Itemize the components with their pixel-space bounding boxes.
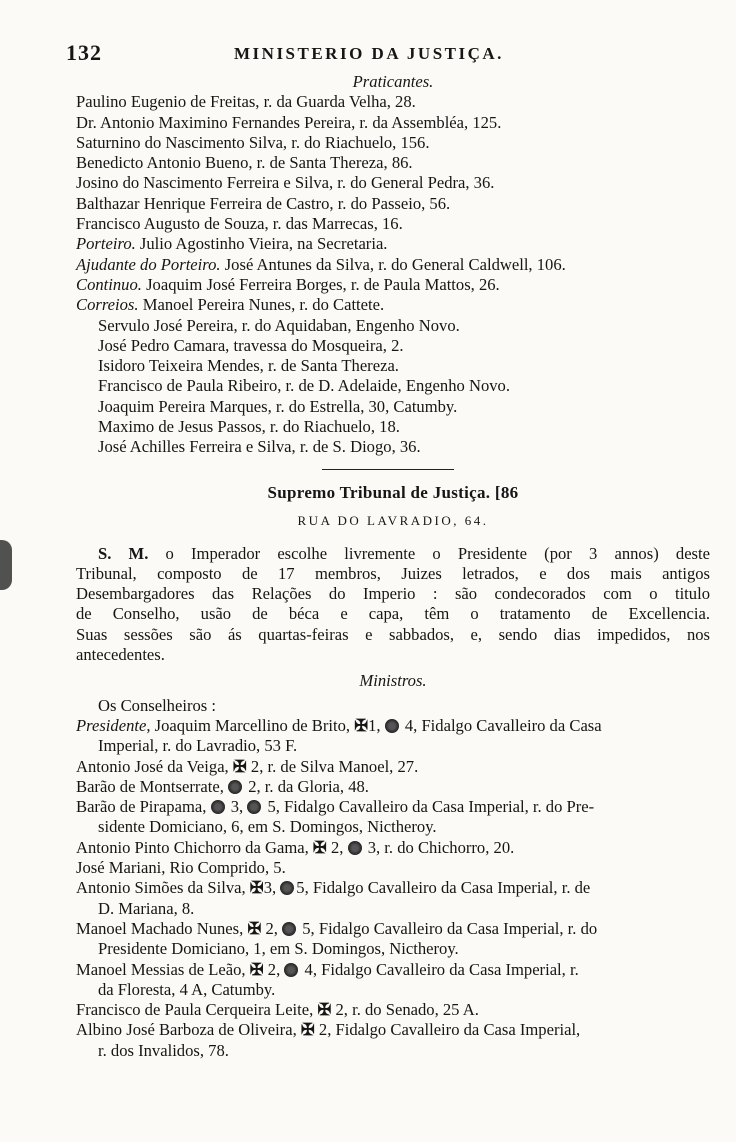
correios-line — [76, 295, 710, 315]
praticante-line: Francisco Augusto de Souza, r. das Marrecas, 16. — [76, 214, 403, 234]
continuo-line — [76, 275, 710, 295]
sm-abbrev: S. M. — [98, 543, 149, 563]
minister-text: 5, Fidalgo Cavalleiro da Casa Imperial, r. do — [298, 918, 598, 938]
ajudante-role: Ajudante do Porteiro. — [76, 254, 221, 274]
correio-line: José Pedro Camara, travessa do Mosqueira, 2. — [98, 335, 404, 355]
minister-text: 3, r. do Chichorro, 20. — [363, 837, 515, 857]
minister-entry — [76, 777, 710, 797]
porteiro-line — [76, 234, 710, 254]
medal-icon — [211, 800, 225, 814]
minister-text: Francisco de Paula Cerqueira Leite, — [76, 1000, 318, 1020]
correio-line: Servulo José Pereira, r. do Aquidaban, Engenho Novo. — [98, 315, 460, 335]
cross-icon: ✠ — [249, 878, 264, 898]
conselheiros-label: Os Conselheiros : — [98, 695, 216, 715]
minister-entry-cont: Imperial, r. do Lavradio, 53 F. — [98, 736, 298, 756]
minister-text: 2, — [326, 837, 348, 857]
continuo-text: Joaquim José Ferreira Borges, r. de Paula Mattos, 26. — [141, 274, 500, 294]
tribunal-paragraph-line: Tribunal, composto de 17 membros, Juizes letrados, e dos mais antigos — [76, 563, 710, 583]
presidente-role: Presidente, — [76, 715, 151, 735]
minister-text: 2, r. da Gloria, 48. — [244, 776, 369, 796]
cross-icon: ✠ — [249, 959, 264, 979]
minister-text: 2, — [263, 959, 285, 979]
medal-icon — [385, 719, 399, 733]
minister-text: Barão de Pirapama, — [76, 797, 211, 817]
cross-icon: ✠ — [312, 837, 327, 857]
minister-entry — [76, 757, 710, 777]
correio-line: Francisco de Paula Ribeiro, r. de D. Adelaide, Engenho Novo. — [98, 376, 510, 396]
minister-entry — [76, 716, 710, 736]
minister-entry-cont: da Floresta, 4 A, Catumby. — [98, 979, 276, 999]
praticante-line: Josino do Nascimento Ferreira e Silva, r. do General Pedra, 36. — [76, 173, 495, 193]
praticante-line: Balthazar Henrique Ferreira de Castro, r. do Passeio, 56. — [76, 193, 451, 213]
cross-icon: ✠ — [354, 715, 369, 735]
minister-text: Barão de Montserrate, — [76, 776, 229, 796]
minister-text: 1, — [368, 715, 385, 735]
tribunal-title: Supremo Tribunal de Justiça. [86 — [267, 483, 519, 502]
minister-entry — [76, 878, 710, 898]
praticante-line: Saturnino do Nascimento Silva, r. do Riachuelo, 156. — [76, 132, 430, 152]
tribunal-paragraph-line — [76, 544, 710, 564]
minister-text: 5, Fidalgo Cavalleiro da Casa Imperial, r. do Pre- — [263, 797, 595, 817]
minister-text: 2, r. do Senado, 25 A. — [331, 1000, 479, 1020]
medal-icon — [348, 841, 362, 855]
medal-icon — [228, 780, 242, 794]
porteiro-role: Porteiro. — [76, 234, 136, 254]
minister-text: Joaquim Marcellino de Brito, — [150, 715, 355, 735]
cross-icon: ✠ — [247, 918, 262, 938]
minister-text: Manoel Messias de Leão, — [76, 959, 250, 979]
minister-text: Antonio Simões da Silva, — [76, 878, 250, 898]
minister-text: 2, Fidalgo Cavalleiro da Casa Imperial, — [314, 1020, 581, 1040]
tribunal-paragraph-line: Suas sessões são ás quartas-feiras e sabbados, e, sendo dias impedidos, nos — [76, 624, 710, 644]
minister-text: 5, Fidalgo Cavalleiro da Casa Imperial, r. de — [296, 878, 591, 898]
tribunal-paragraph-line: Desembargadores das Relações do Imperio : são condecorados com o titulo — [76, 584, 710, 604]
minister-text: Antonio José da Veiga, — [76, 756, 233, 776]
ministros-heading: Ministros. — [359, 671, 427, 691]
running-head: MINISTERIO DA JUSTIÇA. — [234, 44, 504, 63]
medal-icon — [280, 881, 294, 895]
cross-icon: ✠ — [232, 756, 247, 776]
minister-text: Antonio Pinto Chichorro da Gama, — [76, 837, 313, 857]
minister-text: Albino José Barboza de Oliveira, — [76, 1020, 301, 1040]
binding-mark — [0, 540, 12, 590]
medal-icon — [282, 922, 296, 936]
ajudante-line — [76, 255, 710, 275]
minister-entry-cont: r. dos Invalidos, 78. — [98, 1040, 229, 1060]
paragraph-text: o Imperador escolhe livremente o Presidente (por 3 annos) deste — [148, 543, 710, 563]
minister-text: 4, Fidalgo Cavalleiro da Casa Imperial, r. — [300, 959, 579, 979]
praticante-line: Dr. Antonio Maximino Fernandes Pereira, r. da Assembléa, 125. — [76, 112, 502, 132]
ajudante-text: José Antunes da Silva, r. do General Caldwell, 106. — [220, 254, 566, 274]
minister-text: Manoel Machado Nunes, — [76, 918, 248, 938]
minister-entry-cont: D. Mariana, 8. — [98, 898, 195, 918]
correio-line: José Achilles Ferreira e Silva, r. de S. Diogo, 36. — [98, 437, 421, 457]
minister-entry — [76, 1000, 710, 1020]
porteiro-text: Julio Agostinho Vieira, na Secretaria. — [135, 234, 388, 254]
minister-text: 3, — [263, 878, 281, 898]
minister-entry — [76, 797, 710, 817]
praticante-line: Benedicto Antonio Bueno, r. de Santa Thereza, 86. — [76, 153, 413, 173]
correio-line: Maximo de Jesus Passos, r. do Riachuelo, 18. — [98, 417, 400, 437]
minister-text: 2, — [261, 918, 283, 938]
correios-role: Correios. — [76, 295, 139, 315]
correios-text: Manoel Pereira Nunes, r. do Cattete. — [138, 295, 385, 315]
praticantes-heading: Praticantes. — [352, 72, 434, 91]
page-header — [66, 40, 706, 68]
minister-entry-cont: Presidente Domiciano, 1, em S. Domingos, Nictheroy. — [98, 939, 459, 959]
praticante-line: Paulino Eugenio de Freitas, r. da Guarda Velha, 28. — [76, 92, 416, 112]
minister-entry — [76, 919, 710, 939]
correio-line: Joaquim Pereira Marques, r. do Estrella, 30, Catumby. — [98, 396, 458, 416]
minister-entry: José Mariani, Rio Comprido, 5. — [76, 858, 286, 878]
tribunal-paragraph-line: antecedentes. — [76, 645, 165, 665]
minister-text: 4, Fidalgo Cavalleiro da Casa — [400, 715, 602, 735]
continuo-role: Continuo. — [76, 274, 142, 294]
minister-entry-cont: sidente Domiciano, 6, em S. Domingos, Nictheroy. — [98, 817, 437, 837]
medal-icon — [284, 963, 298, 977]
minister-text: 2, r. de Silva Manoel, 27. — [246, 756, 419, 776]
tribunal-section — [76, 483, 710, 1061]
minister-entry — [76, 1020, 710, 1040]
minister-entry — [76, 838, 710, 858]
tribunal-paragraph-line: de Conselho, usão de béca e capa, têm o tratamento de Excellencia. — [76, 604, 710, 624]
section-divider — [322, 469, 454, 470]
cross-icon: ✠ — [317, 1000, 332, 1020]
correio-line: Isidoro Teixeira Mendes, r. de Santa Thereza. — [98, 356, 399, 376]
minister-text: 3, — [226, 797, 248, 817]
page-number: 132 — [66, 40, 102, 65]
cross-icon: ✠ — [300, 1020, 315, 1040]
praticantes-section — [76, 72, 710, 458]
medal-icon — [247, 800, 261, 814]
tribunal-address: RUA DO LAVRADIO, 64. — [297, 513, 489, 529]
minister-entry — [76, 960, 710, 980]
